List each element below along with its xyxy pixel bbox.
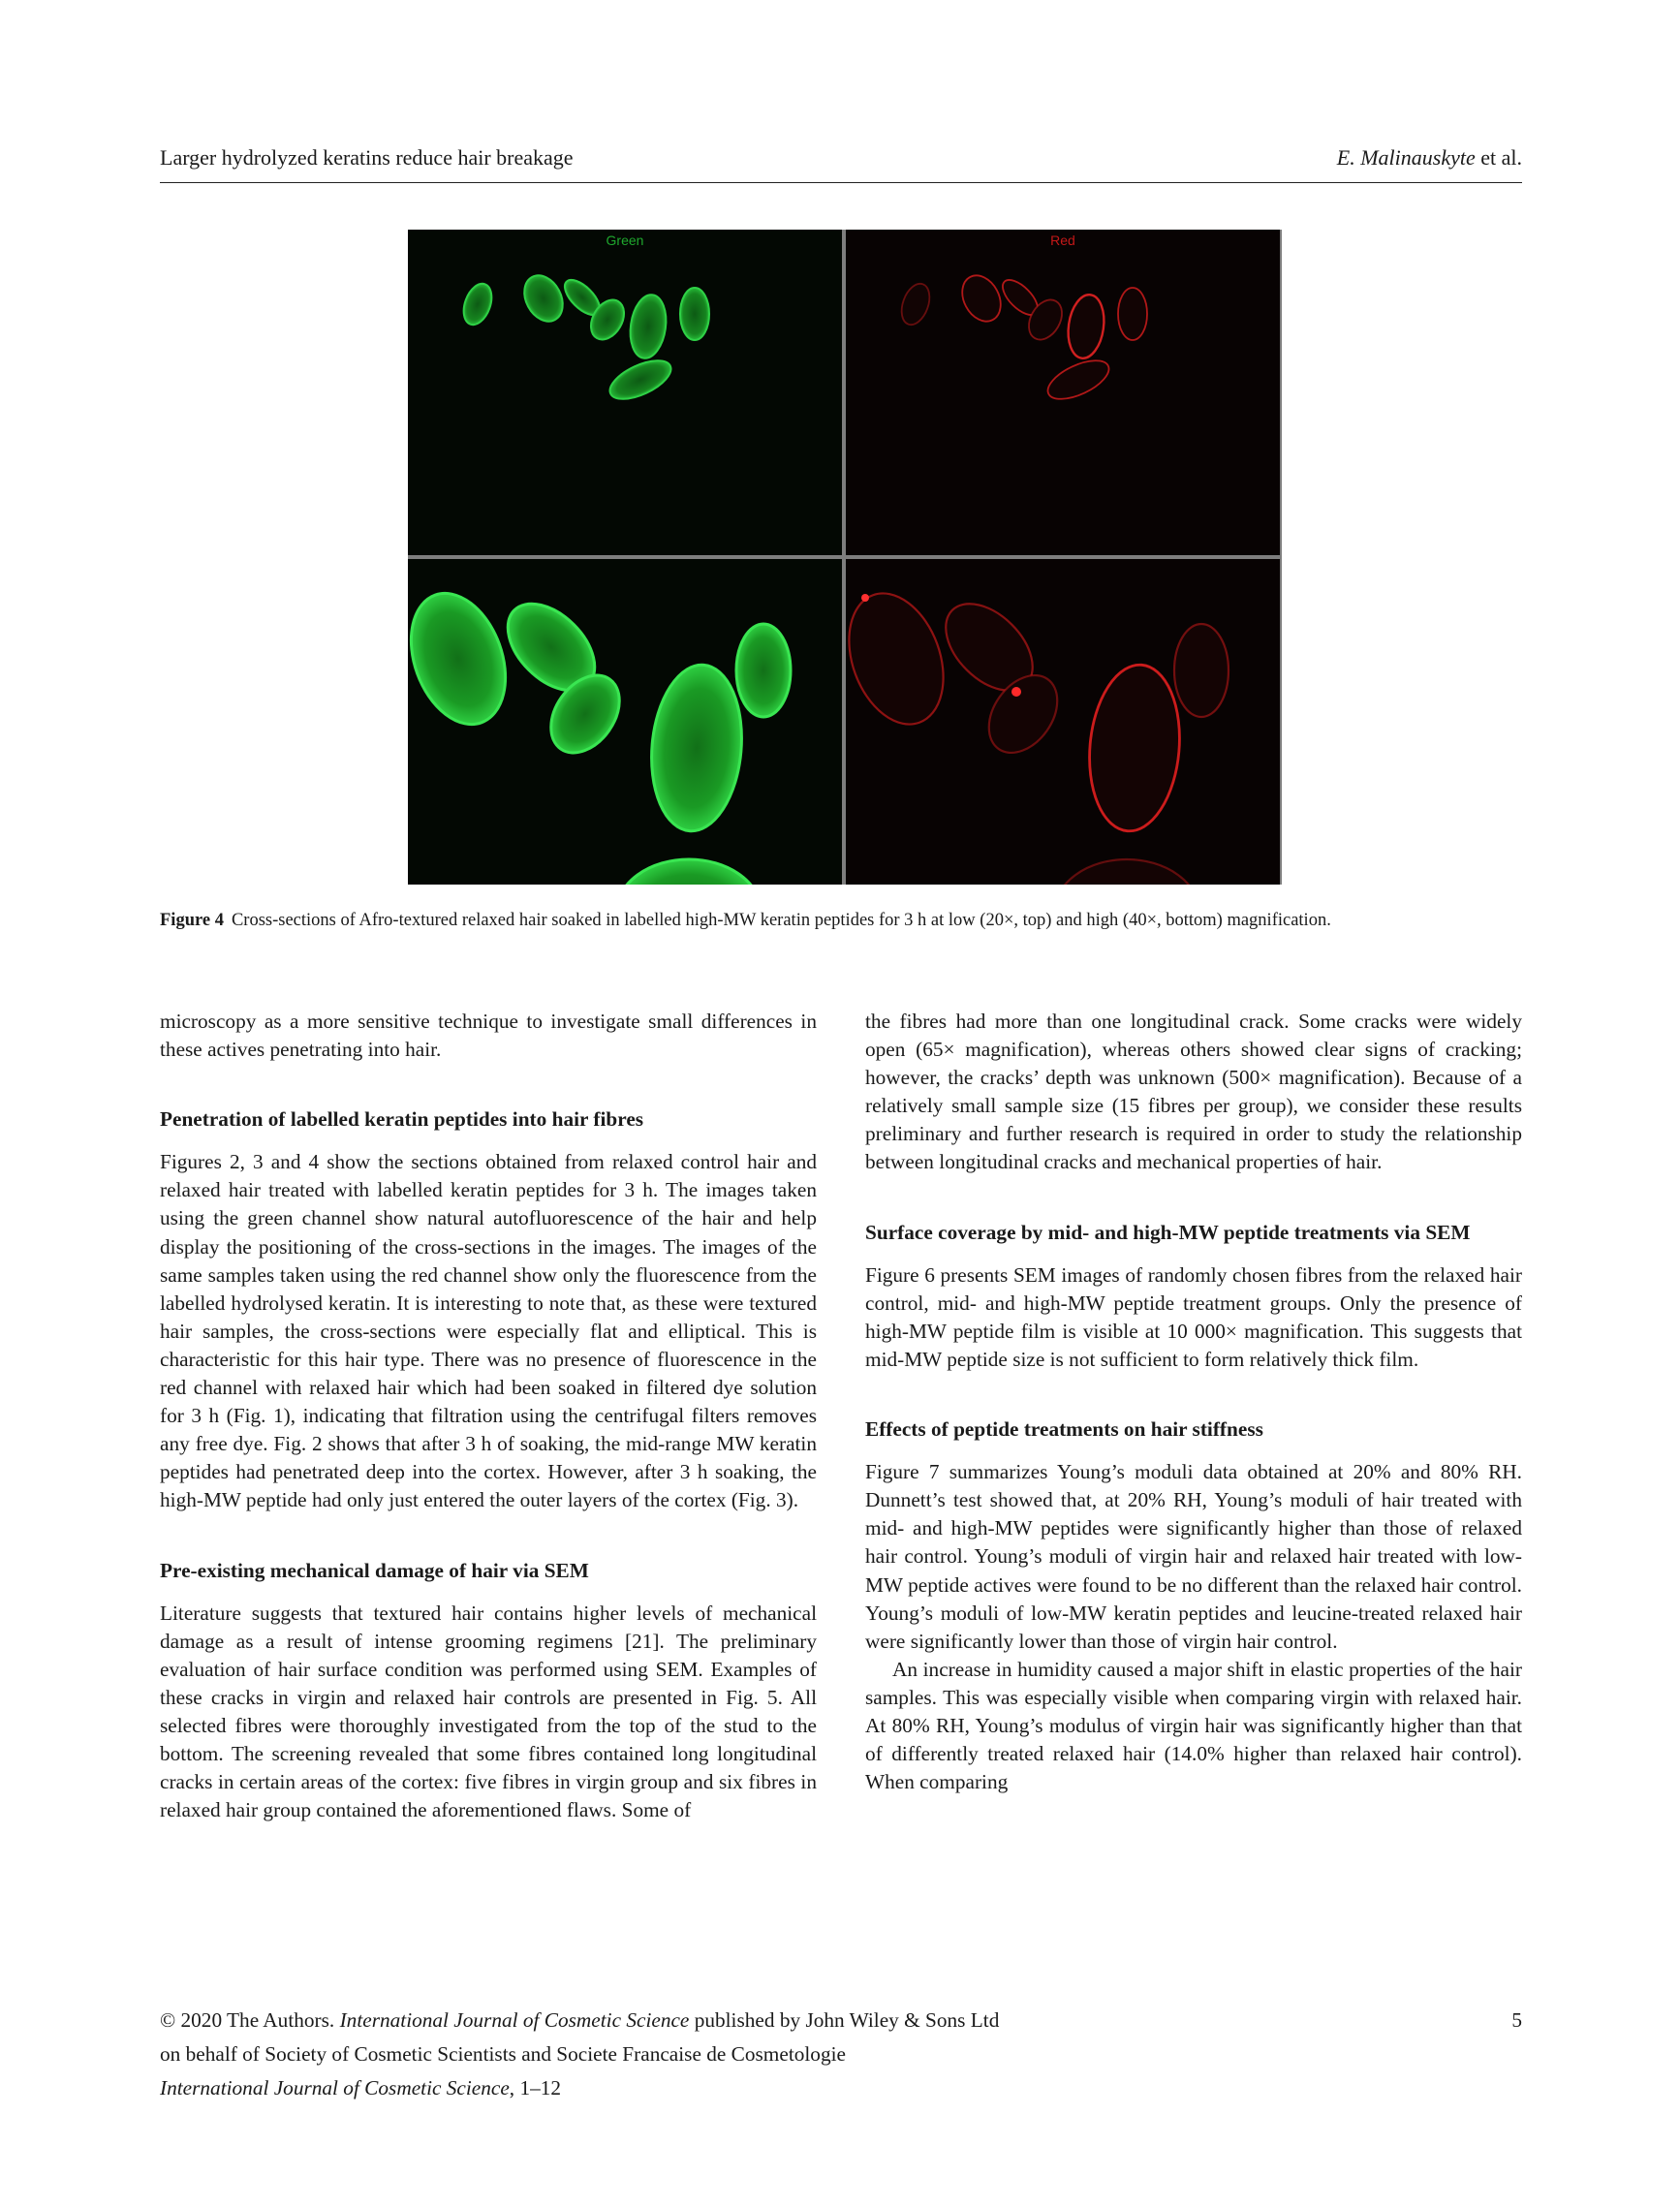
figure-caption (160, 908, 1522, 933)
channel-label-green: Green (606, 233, 644, 248)
paragraph-penetration: Figures 2, 3 and 4 show the sections obtained from relaxed control hair and relaxed hair treated with labelled keratin peptides for 3 h. The images taken using the green channel show natural autofluorescence of the hair and help display the positioning of the cross-sections in the images. The images of the same samples taken using the red channel show only the fluorescence from the labelled hydrolysed keratin. It is interesting to note that, as these were textured hair samples, the cross-sections were especially flat and elliptical. This is characteristic for this hair type. There was no presence of fluorescence in the red channel with relaxed hair which had been soaked in filtered dye solution for 3 h (Fig. 1), indicating that filtration using the centrifugal filters removes any free dye. Fig. 2 shows that after 3 h of soaking, the mid-range MW keratin peptides had penetrated deep into the cortex. However, after 3 h soaking, the high-MW peptide had only just entered the outer layers of the cortex (Fig. 3). (160, 1150, 817, 1512)
footer-journal-ref-name: International Journal of Cosmetic Science (160, 2076, 510, 2099)
panel-green-low-mag (408, 230, 842, 555)
running-title: Larger hydrolyzed keratins reduce hair breakage (160, 145, 574, 170)
channel-label-red: Red (1050, 233, 1075, 248)
green-low-mag-cross-sections (408, 230, 842, 555)
panel-red-low-mag (846, 230, 1280, 555)
heading-surface-coverage: Surface coverage by mid- and high-MW peptide treatments via SEM (865, 1220, 1471, 1244)
page-footer (160, 2004, 1522, 2105)
footer-copyright-prefix: © 2020 The Authors. (160, 2008, 340, 2032)
footer-copyright (160, 2004, 1522, 2037)
paragraph-continued-left: microscopy as a more sensitive technique to investigate small differences in these actives penetrating into hair. (160, 1010, 817, 1062)
heading-preexisting-damage: Pre-existing mechanical damage of hair via SEM (160, 1558, 589, 1582)
author-suffix: et al. (1475, 145, 1522, 170)
page-number: 5 (1511, 2008, 1522, 2032)
paragraph-hair-stiffness-1: Figure 7 summarizes Young’s moduli data obtained at 20% and 80% RH. Dunnett’s test showed that, at 20% RH, Young’s moduli of hair treated with mid- and high-MW peptides were significantly higher than those of relaxed hair control. Young’s moduli of virgin hair and relaxed hair treated with low-MW peptide actives were found to be no different than the relaxed hair control. Young’s moduli of low-MW keratin peptides and leucine-treated relaxed hair were significantly lower than those of virgin hair control. (865, 1460, 1522, 1653)
figure-caption-text: Cross-sections of Afro-textured relaxed hair soaked in labelled high-MW keratin peptides for 3 h at low (20×, top) and high (40×, bottom) magnification. (231, 911, 1331, 930)
footer-journal-name: International Journal of Cosmetic Science (339, 2008, 690, 2032)
panel-red-high-mag (846, 559, 1280, 885)
figure-4-image-grid (408, 230, 1282, 885)
red-low-mag-cross-sections (846, 230, 1280, 555)
heading-hair-stiffness: Effects of peptide treatments on hair stiffness (865, 1417, 1263, 1442)
red-high-mag-cross-sections (846, 559, 1280, 885)
paragraph-surface-coverage: Figure 6 presents SEM images of randomly chosen fibres from the relaxed hair control, mid- and high-MW peptide treatment groups. Only the presence of high-MW peptide film is visible at 10 000× magnification. This suggests that mid-MW peptide size is not sufficient to form relatively thick film. (865, 1262, 1522, 1371)
panel-green-high-mag (408, 559, 842, 885)
footer-journal-ref-pages: , 1–12 (509, 2076, 562, 2099)
paragraph-hair-stiffness-2: An increase in humidity caused a major shift in elastic properties of the hair samples. This was especially visible when comparing virgin with relaxed hair. At 80% RH, Young’s modulus of virgin hair was significantly higher than that of differently treated relaxed hair (14.0% higher than relaxed hair control). When comparing (865, 1657, 1522, 1794)
green-high-mag-cross-sections (408, 559, 842, 885)
running-header (160, 143, 1522, 183)
author-name: E. Malinauskyte (1336, 145, 1476, 170)
right-column (865, 1008, 1522, 1796)
heading-penetration: Penetration of labelled keratin peptides into hair fibres (160, 1107, 644, 1132)
figure-caption-label: Figure 4 (160, 911, 224, 930)
running-authors (1337, 145, 1522, 171)
footer-copyright-suffix: published by John Wiley & Sons Ltd (689, 2008, 1000, 2032)
left-column (160, 1008, 817, 1824)
paragraph-continued-right: the fibres had more than one longitudinal crack. Some cracks were widely open (65× magnification), whereas others showed clear signs of cracking; however, the cracks’ depth was unknown (500× magnification). Because of a relatively small sample size (15 fibres per group), we consider these results preliminary and further research is required in order to study the relationship between longitudinal cracks and mechanical properties of hair. (865, 1010, 1522, 1174)
paragraph-preexisting-damage: Literature suggests that textured hair contains higher levels of mechanical damage as a result of intense grooming regimens [21]. The preliminary evaluation of hair surface condition was performed using SEM. Examples of these cracks in virgin and relaxed hair controls are presented in Fig. 5. All selected fibres were thoroughly investigated from the top of the stud to the bottom. The screening revealed that some fibres contained long longitudinal cracks in certain areas of the cortex: five fibres in virgin group and six fibres in relaxed hair group contained the aforementioned flaws. Some of (160, 1601, 817, 1822)
footer-society-line: on behalf of Society of Cosmetic Scientists and Societe Francaise de Cosmetologie (160, 2042, 846, 2066)
footer-journal-reference (160, 2071, 1522, 2105)
